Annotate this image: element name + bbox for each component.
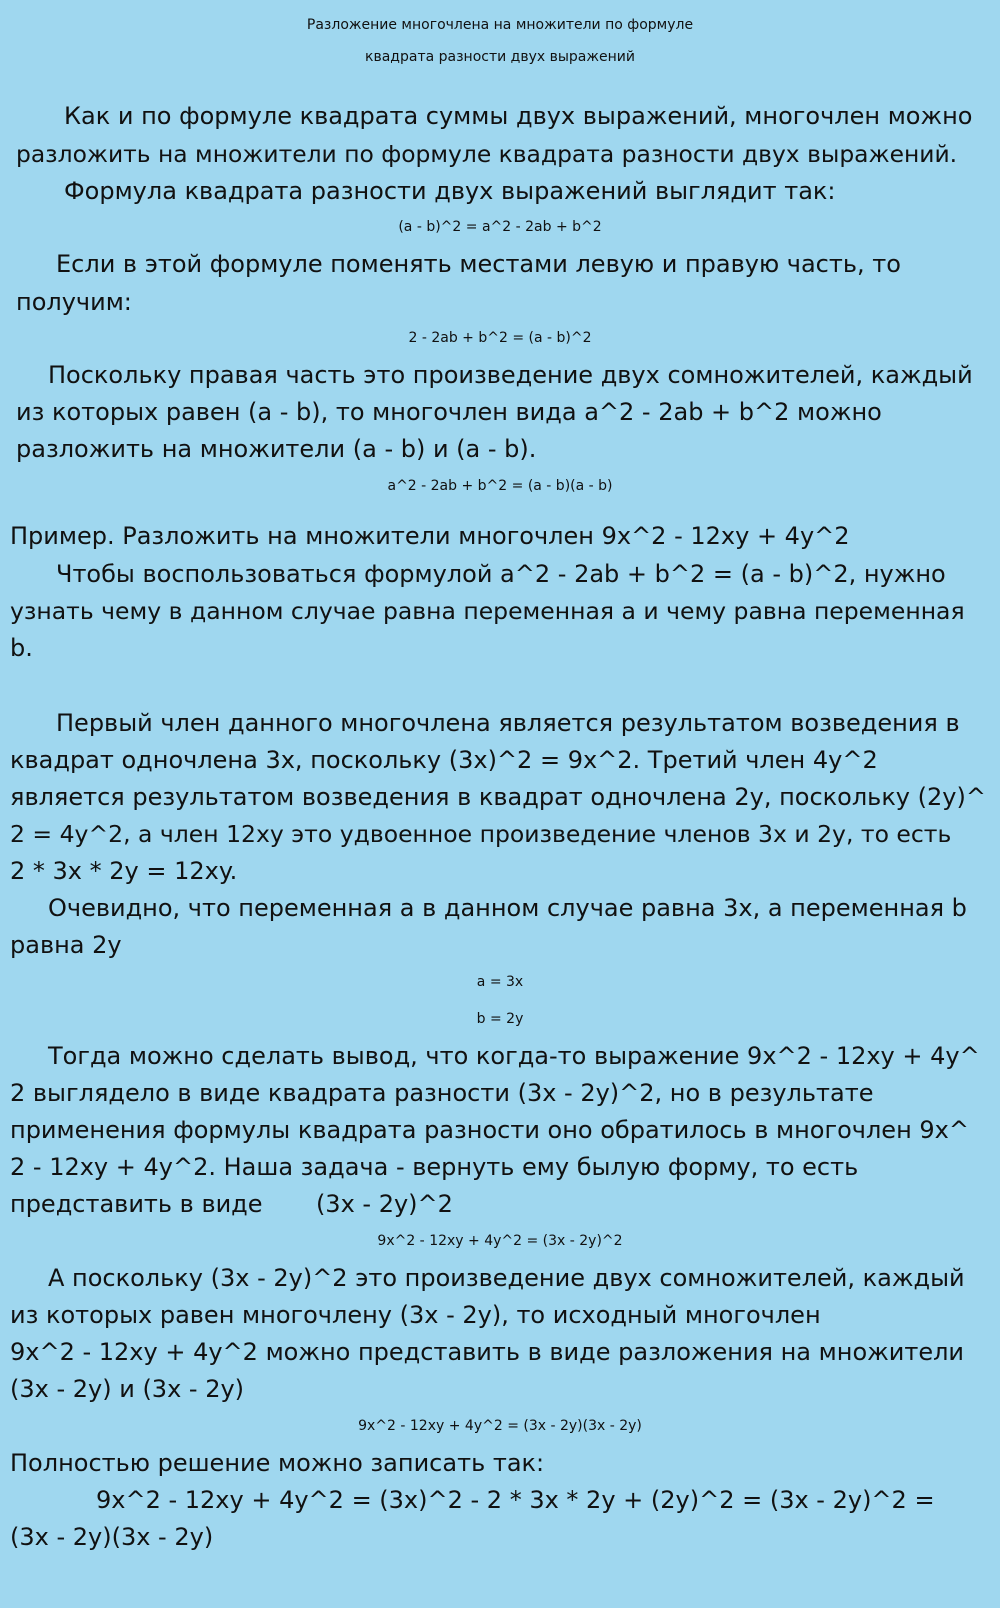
paragraph-3-line-1: Если в этой формуле поменять местами левую и правую часть, то: [56, 250, 901, 278]
paragraph-1-line-2: разложить на множители по формуле квадрата разности двух выражений.: [16, 140, 958, 168]
formula-1: (a - b)^2 = a^2 - 2ab + b^2: [398, 219, 602, 235]
title-line-1: Разложение многочлена на множители по формуле: [306, 17, 694, 33]
example-heading: Пример. Разложить на множители многочлен 9x^2 - 12xy + 4y^2: [10, 522, 850, 550]
paragraph-8-line-4: 2 - 12xy + 4y^2. Наша задача - вернуть ему былую форму, то есть: [10, 1153, 859, 1181]
paragraph-8-line-2: 2 выглядело в виде квадрата разности (3x - 2y)^2, но в результате: [10, 1079, 874, 1107]
paragraph-8-line-1: Тогда можно сделать вывод, что когда-то выражение 9x^2 - 12xy + 4y^: [48, 1042, 980, 1070]
paragraph-4-line-2: из которых равен (a - b), то многочлен вида a^2 - 2ab + b^2 можно: [16, 398, 882, 426]
paragraph-5-line-2: узнать чему в данном случае равна переменная a и чему равна переменная: [10, 597, 965, 625]
paragraph-9-line-4: (3x - 2y) и (3x - 2y): [10, 1375, 245, 1403]
paragraph-7-line-1: Очевидно, что переменная a в данном случае равна 3x, а переменная b: [48, 894, 967, 922]
solution-heading: Полностью решение можно записать так:: [10, 1449, 545, 1477]
paragraph-6-line-2: квадрат одночлена 3x, поскольку (3x)^2 = 9x^2. Третий член 4y^2: [10, 746, 878, 774]
formula-4: 9x^2 - 12xy + 4y^2 = (3x - 2y)^2: [377, 1233, 623, 1249]
paragraph-9-line-2: из которых равен многочлену (3x - 2y), то исходный многочлен: [10, 1301, 821, 1329]
paragraph-6-line-3: является результатом возведения в квадрат одночлена 2y, поскольку (2y)^: [10, 783, 986, 811]
title-line-2: квадрата разности двух выражений: [365, 49, 635, 65]
formula-a: a = 3x: [476, 974, 524, 990]
paragraph-7-line-2: равна 2y: [10, 931, 122, 959]
paragraph-8-line-3: применения формулы квадрата разности оно обратилось в многочлен 9x^: [10, 1116, 969, 1144]
formula-2: 2 - 2ab + b^2 = (a - b)^2: [408, 330, 592, 346]
formula-b: b = 2y: [476, 1011, 524, 1027]
paragraph-4-line-1: Поскольку правая часть это произведение двух сомножителей, каждый: [48, 361, 973, 389]
formula-3: a^2 - 2ab + b^2 = (a - b)(a - b): [387, 478, 613, 494]
solution-line-1: 9x^2 - 12xy + 4y^2 = (3x)^2 - 2 * 3x * 2y + (2y)^2 = (3x - 2y)^2 =: [96, 1486, 935, 1514]
paragraph-3-line-2: получим:: [16, 288, 132, 316]
paragraph-9-line-1: А поскольку (3x - 2y)^2 это произведение двух сомножителей, каждый: [48, 1264, 965, 1292]
paragraph-8-line-5: представить в виде (3x - 2y)^2: [10, 1190, 453, 1218]
paragraph-4-line-3: разложить на множители (a - b) и (a - b).: [16, 435, 537, 463]
paragraph-6-line-1: Первый член данного многочлена является результатом возведения в: [56, 709, 960, 737]
paragraph-9-line-3: 9x^2 - 12xy + 4y^2 можно представить в виде разложения на множители: [10, 1338, 965, 1366]
paragraph-6-line-4: 2 = 4y^2, а член 12xy это удвоенное произведение членов 3x и 2y, то есть: [10, 820, 952, 848]
formula-5: 9x^2 - 12xy + 4y^2 = (3x - 2y)(3x - 2y): [358, 1418, 642, 1434]
paragraph-2-line-1: Формула квадрата разности двух выражений выглядит так:: [64, 177, 836, 205]
paragraph-6-line-5: 2 * 3x * 2y = 12xy.: [10, 857, 238, 885]
paragraph-5-line-1: Чтобы воспользоваться формулой a^2 - 2ab + b^2 = (a - b)^2, нужно: [56, 560, 946, 588]
solution-line-2: (3x - 2y)(3x - 2y): [10, 1523, 214, 1551]
paragraph-5-line-3: b.: [10, 634, 33, 662]
paragraph-1-line-1: Как и по формуле квадрата суммы двух выражений, многочлен можно: [64, 102, 973, 130]
